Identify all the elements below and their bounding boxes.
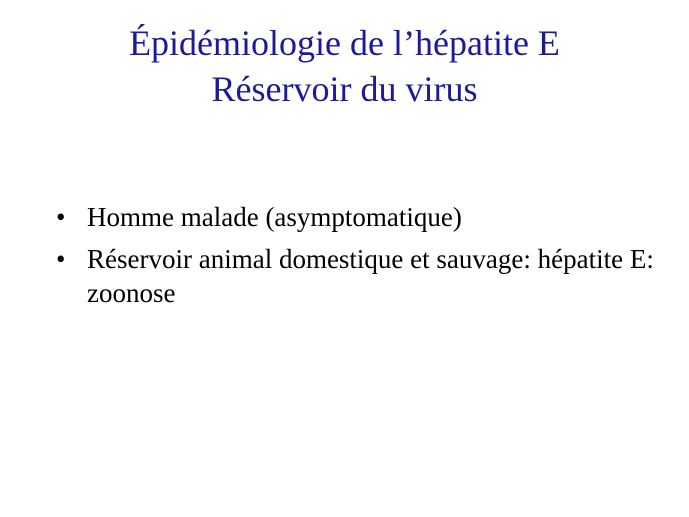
title-line-2: Réservoir du virus bbox=[211, 69, 478, 109]
title-line-1: Épidémiologie de l’hépatite E bbox=[129, 23, 560, 63]
bullet-item bbox=[56, 200, 656, 234]
bullet-text: Homme malade (asymptomatique) bbox=[87, 202, 462, 232]
bullet-text: Réservoir animal domestique et sauvage: hépatite E: zoonose bbox=[87, 244, 654, 308]
bullet-icon: • bbox=[56, 202, 66, 232]
bullet-item bbox=[56, 242, 656, 310]
bullet-list bbox=[56, 200, 656, 318]
bullet-icon: • bbox=[56, 244, 66, 274]
slide-title bbox=[0, 20, 689, 112]
